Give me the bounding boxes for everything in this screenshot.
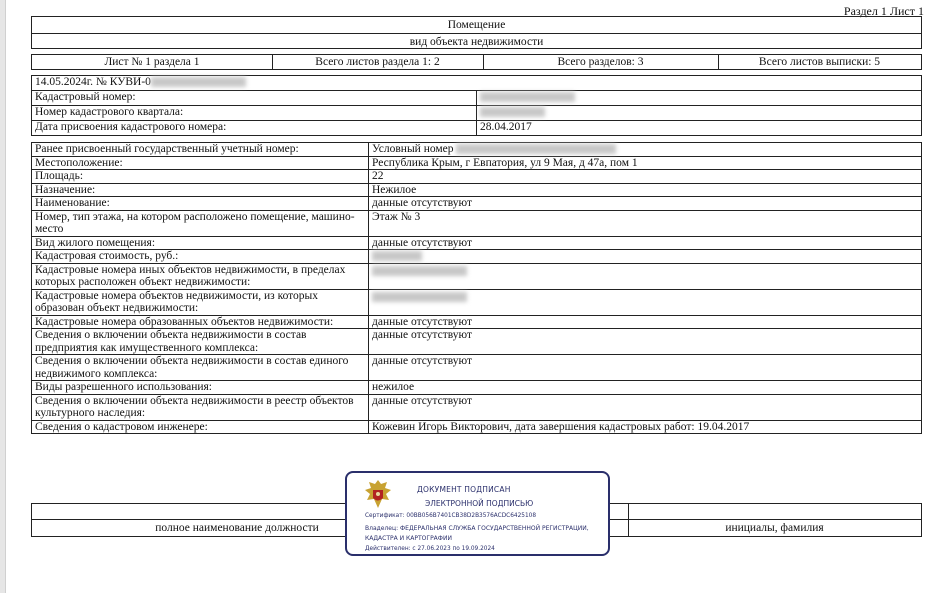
- area-value: 22: [369, 170, 922, 184]
- cadastral-engineer-label: Сведения о кадастровом инженере:: [32, 420, 369, 434]
- redacted-block: [372, 292, 467, 302]
- stamp-line-1: ДОКУМЕНТ ПОДПИСАН: [417, 485, 511, 494]
- position-title-label: полное наименование должности: [155, 522, 319, 534]
- cadastral-value-label: Кадастровая стоимость, руб.:: [32, 250, 369, 264]
- enterprise-complex-label: Сведения о включении объекта недвижимости в состав предприятия как имущественного комплекса:: [32, 329, 369, 355]
- stamp-line-2: ЭЛЕКТРОННОЙ ПОДПИСЬЮ: [425, 499, 534, 508]
- object-kind-subtitle: вид объекта недвижимости: [409, 36, 544, 48]
- identity-table: [31, 75, 922, 136]
- page-title: Помещение: [447, 19, 506, 31]
- dwelling-type-value: данные отсутствуют: [369, 236, 922, 250]
- unified-complex-value: данные отсутствуют: [369, 355, 922, 381]
- sheet-info-row: [31, 54, 922, 70]
- stamp-certificate: Сертификат: 00BB056B7401CB38D2B3576ACDC6425108: [365, 513, 537, 519]
- permitted-use-label: Виды разрешенного использования:: [32, 381, 369, 395]
- total-sheets-extract: Всего листов выписки: 5: [758, 56, 881, 68]
- enterprise-complex-value: данные отсутствуют: [369, 329, 922, 355]
- cadastral-quarter-label: Номер кадастрового квартала:: [32, 106, 477, 121]
- assignment-date-label: Дата присвоения кадастрового номера:: [32, 121, 477, 136]
- cultural-heritage-label: Сведения о включении объекта недвижимости в реестр объектов культурного наследия:: [32, 394, 369, 420]
- source-objects-label: Кадастровые номера объектов недвижимости, из которых образован объект недвижимости:: [32, 289, 369, 315]
- previous-number-label: Ранее присвоенный государственный учетный номер:: [32, 143, 369, 157]
- electronic-signature-stamp: [345, 471, 610, 556]
- extract-number-cell: [32, 76, 922, 91]
- name-value: данные отсутствуют: [369, 197, 922, 211]
- cultural-heritage-value: данные отсутствуют: [369, 394, 922, 420]
- cadastral-number-value: [477, 91, 922, 106]
- purpose-value: Нежилое: [369, 183, 922, 197]
- stamp-owner: Владелец: ФЕДЕРАЛЬНАЯ СЛУЖБА ГОСУДАРСТВЕННОЙ РЕГИСТРАЦИИ, КАДАСТРА И КАРТОГРАФИИ: [365, 525, 589, 542]
- cadastral-value-value: [369, 250, 922, 264]
- redacted-block: [480, 107, 545, 117]
- location-label: Местоположение:: [32, 156, 369, 170]
- parent-objects-value: [369, 263, 922, 289]
- redacted-block: [372, 251, 422, 261]
- property-details-table: [31, 142, 922, 434]
- area-label: Площадь:: [32, 170, 369, 184]
- formed-objects-label: Кадастровые номера образованных объектов недвижимости:: [32, 315, 369, 329]
- source-objects-value: [369, 289, 922, 315]
- page-edge: [0, 0, 6, 593]
- header-box: [31, 16, 922, 49]
- initials-surname-label: инициалы, фамилия: [725, 522, 824, 534]
- redacted-block: [372, 266, 467, 276]
- dwelling-type-label: Вид жилого помещения:: [32, 236, 369, 250]
- previous-number-text: Условный номер: [372, 143, 454, 155]
- purpose-label: Назначение:: [32, 183, 369, 197]
- section-sheet-label: Раздел 1 Лист 1: [843, 4, 924, 18]
- total-sections: Всего разделов: 3: [557, 56, 644, 68]
- redacted-block: [456, 144, 616, 154]
- total-sheets-section: Всего листов раздела 1: 2: [315, 56, 440, 68]
- formed-objects-value: данные отсутствуют: [369, 315, 922, 329]
- cadastral-number-label: Кадастровый номер:: [32, 91, 477, 106]
- parent-objects-label: Кадастровые номера иных объектов недвижимости, в пределах которых расположен объект недвижимости:: [32, 263, 369, 289]
- coat-of-arms-icon: [363, 478, 393, 510]
- name-label: Наименование:: [32, 197, 369, 211]
- previous-number-value: [369, 143, 922, 157]
- stamp-validity: Действителен: с 27.06.2023 по 19.09.2024: [365, 546, 495, 552]
- floor-label: Номер, тип этажа, на котором расположено помещение, машино-место: [32, 210, 369, 236]
- redacted-block: [151, 77, 246, 87]
- cadastral-engineer-value: Кожевин Игорь Викторович, дата завершения кадастровых работ: 19.04.2017: [369, 420, 922, 434]
- floor-value: Этаж № 3: [369, 210, 922, 236]
- unified-complex-label: Сведения о включении объекта недвижимости в состав единого недвижимого комплекса:: [32, 355, 369, 381]
- sheet-of-section: Лист № 1 раздела 1: [104, 56, 200, 68]
- cadastral-quarter-value: [477, 106, 922, 121]
- location-value: Республика Крым, г Евпатория, ул 9 Мая, д 47а, пом 1: [369, 156, 922, 170]
- extract-number: 14.05.2024г. № КУВИ-0: [35, 76, 151, 88]
- redacted-block: [480, 92, 575, 102]
- permitted-use-value: нежилое: [369, 381, 922, 395]
- assignment-date-value: 28.04.2017: [477, 121, 922, 136]
